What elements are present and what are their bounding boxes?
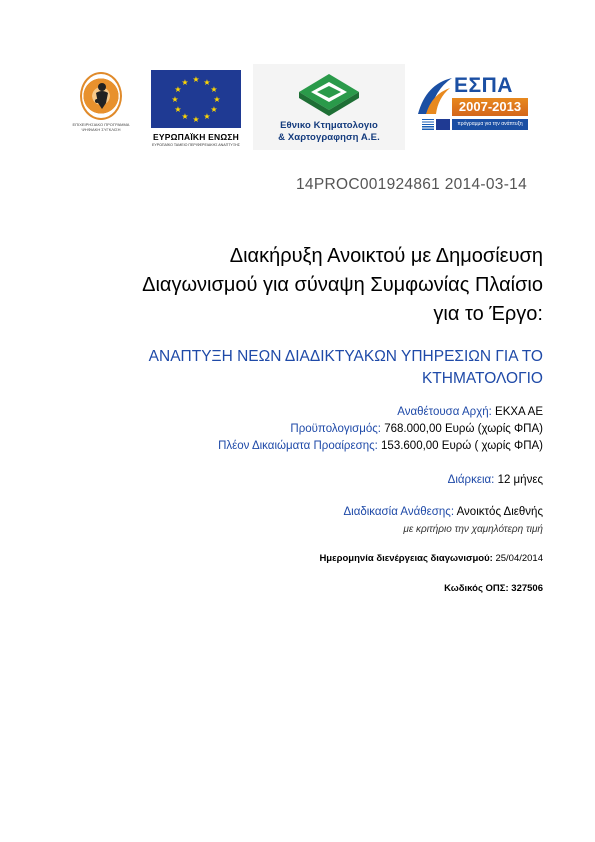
title-line-3: για το Έργο:: [433, 303, 543, 325]
svg-text:★: ★: [203, 78, 211, 87]
authority-label: Αναθέτουσα Αρχή:: [397, 406, 492, 418]
cadastre-name-line1: Εθνικο Κτηματολογιο: [280, 120, 378, 131]
authority-row: [218, 404, 543, 421]
tender-date-label: Ημερομηνία διενέργειας διαγωνισμού:: [319, 553, 493, 564]
svg-text:★: ★: [171, 95, 179, 104]
title-line-1: Διακήρυξη Ανοικτού με Δημοσίευση: [229, 245, 543, 267]
budget-value: 768.000,00 Ευρώ (χωρίς ΦΠΑ): [381, 423, 543, 435]
cadastre-logo: [253, 64, 405, 150]
project-title-line-1: ΑΝΑΠΤΥΞΗ ΝΕΩΝ ΔΙΑΔΙΚΤΥΑΚΩΝ ΥΠΗΡΕΣΙΩΝ ΓΙΑ ΤΟ: [148, 348, 543, 365]
svg-text:★: ★: [192, 115, 200, 124]
svg-text:★: ★: [210, 85, 218, 94]
document-id: 14PROC001924861 2014-03-14: [296, 176, 527, 193]
procedure-block: [343, 504, 543, 538]
award-criterion: με κριτήριο την χαμηλότερη τιμή: [403, 524, 543, 535]
espa-swoosh-icon: [416, 74, 456, 118]
procedure-label: Διαδικασία Ανάθεσης:: [343, 506, 455, 518]
cadastre-emblem-icon: [297, 72, 361, 118]
svg-text:★: ★: [203, 112, 211, 121]
logo-row: [0, 64, 595, 154]
espa-word: ΕΣΠΑ: [454, 74, 513, 97]
duration-value: 12 μήνες: [494, 474, 543, 486]
svg-text:★: ★: [181, 112, 189, 121]
svg-text:★: ★: [174, 105, 182, 114]
eu-name: ΕΥΡΩΠΑΪΚΗ ΕΝΩΣΗ: [153, 132, 239, 142]
espa-years: 2007-2013: [452, 98, 528, 116]
cadastre-name-line2: & Χαρτογραφηση Α.Ε.: [278, 132, 380, 143]
eu-mini-flag-icon: [436, 119, 450, 130]
duration-row: [448, 472, 543, 489]
operational-program-caption: ΕΠΙΧΕΙΡΗΣΙΑΚΟ ΠΡΟΓΡΑΜΜΑ ΨΗΦΙΑΚΗ ΣΥΓΚΛΙΣΗ: [72, 122, 130, 132]
option-row: [218, 438, 543, 455]
svg-text:★: ★: [181, 78, 189, 87]
title-line-2: Διαγωνισμού για σύναψη Συμφωνίας Πλαίσιο: [142, 274, 543, 296]
svg-text:★: ★: [174, 85, 182, 94]
operational-program-logo: [72, 72, 130, 148]
ops-code-label: Κωδικός ΟΠΣ:: [444, 583, 509, 594]
eu-fund-caption: ΕΥΡΩΠΑΪΚΟ ΤΑΜΕΙΟ ΠΕΡΙΦΕΡΕΙΑΚΗΣ ΑΝΑΠΤΥΞΗΣ: [152, 143, 240, 147]
tender-date-value: 25/04/2014: [492, 553, 543, 564]
espa-tagline: πρόγραμμα για την ανάπτυξη: [452, 119, 528, 130]
document-title: [63, 242, 543, 329]
option-label: Πλέον Δικαιώματα Προαίρεσης:: [218, 440, 378, 452]
eu-flag-icon: [151, 70, 241, 128]
operational-program-emblem-icon: [80, 72, 122, 120]
procedure-value: Ανοικτός Διεθνής: [454, 506, 543, 518]
project-title-line-2: ΚΤΗΜΑΤΟΛΟΓΙΟ: [421, 370, 543, 387]
tender-date-row: [319, 550, 543, 567]
procedure-row: [343, 504, 543, 521]
authority-value: ΕΚΧΑ ΑΕ: [491, 406, 543, 418]
project-title: [63, 346, 543, 390]
svg-text:★: ★: [210, 105, 218, 114]
option-value: 153.600,00 Ευρώ ( χωρίς ΦΠΑ): [377, 440, 543, 452]
budget-label: Προϋπολογισμός:: [290, 423, 382, 435]
ops-code-value: 327506: [508, 583, 543, 594]
eu-logo: [151, 70, 241, 150]
greek-flag-icon: [422, 119, 434, 130]
duration-label: Διάρκεια:: [447, 474, 495, 486]
ops-code-row: [444, 580, 543, 597]
svg-text:★: ★: [213, 95, 221, 104]
contract-details: [218, 404, 543, 455]
svg-text:★: ★: [192, 75, 200, 84]
espa-logo: [416, 74, 526, 140]
budget-row: [218, 421, 543, 438]
